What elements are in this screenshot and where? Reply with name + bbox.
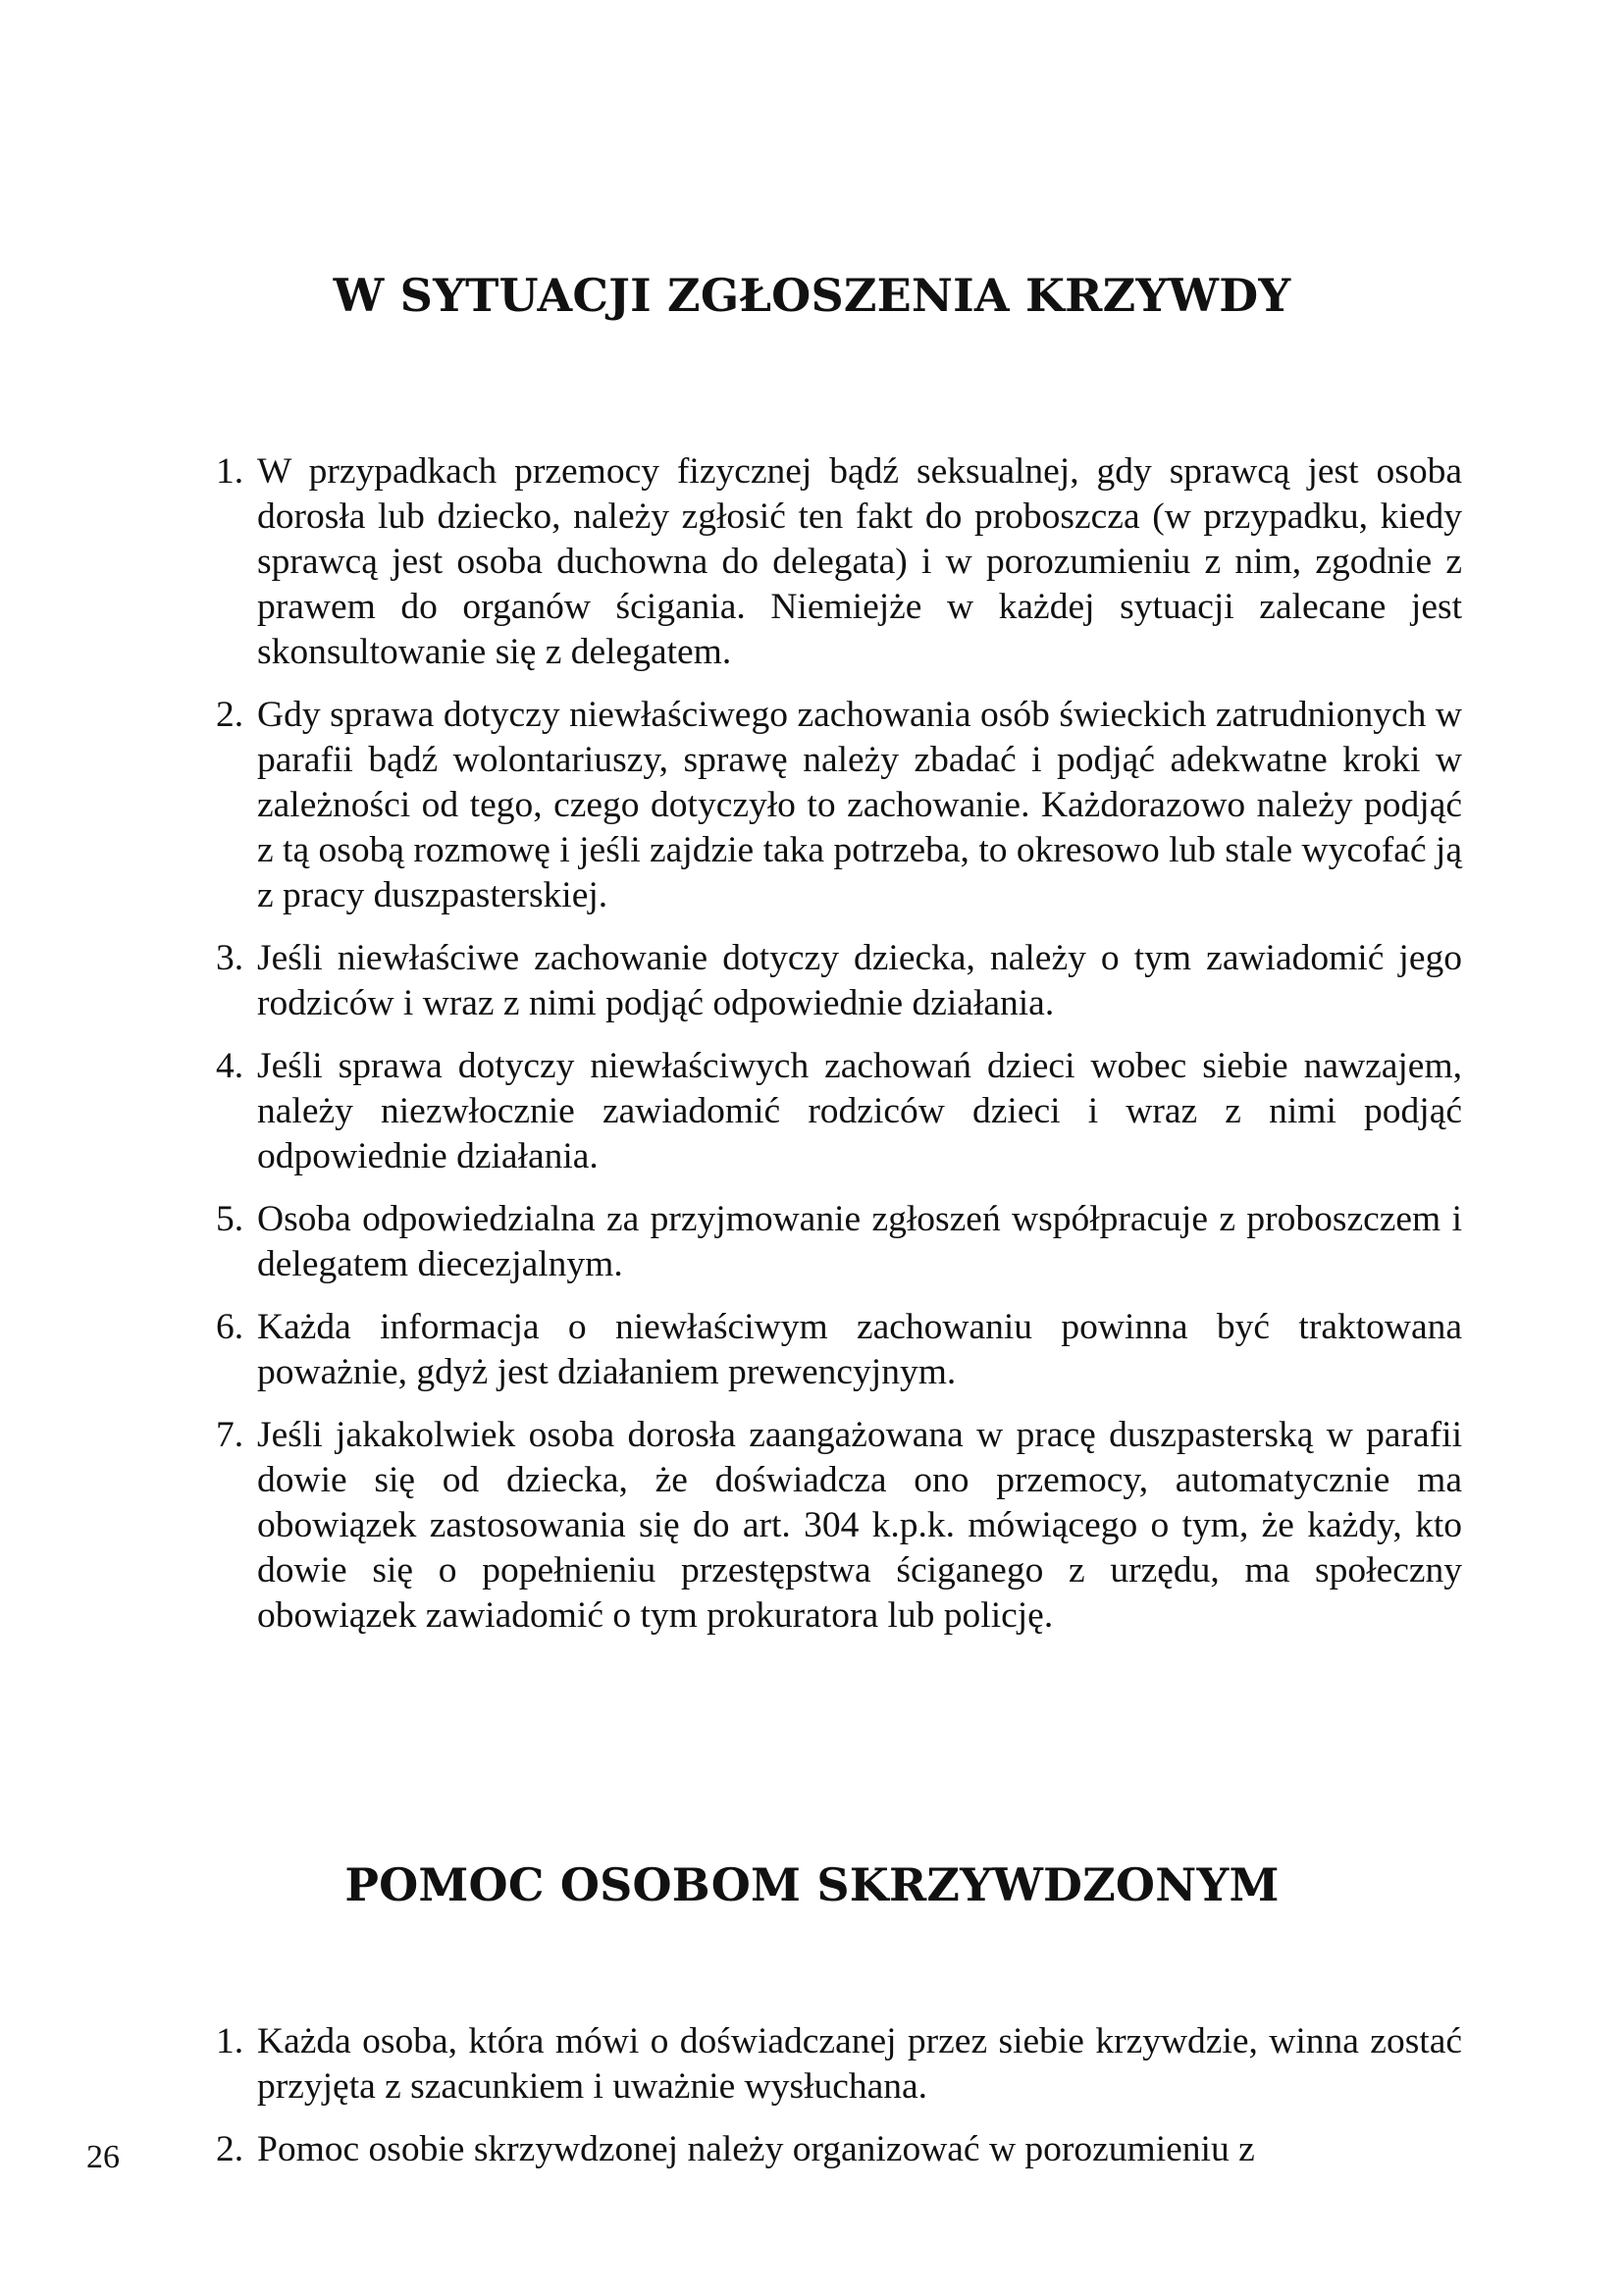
- list-item: [216, 2127, 1462, 2172]
- item-text: W przypadkach przemocy fizycznej bądź seksualnej, gdy sprawcą jest osoba dorosła lub dziecko, należy zgłosić ten fakt do proboszcza (w przypadku, kiedy sprawcą jest osoba duchowna do delegata) i w porozumieniu z nim, zgodnie z prawem do organów ścigania. Niemiejże w każdej sytuacji zalecane jest skonsultowanie się z delegatem.: [257, 451, 1462, 672]
- list-item: [216, 693, 1462, 918]
- item-text: Jeśli jakakolwiek osoba dorosła zaangażowana w pracę duszpasterską w parafii dowie się od dziecka, że doświadcza ono przemocy, automatycznie ma obowiązek zastosowania się do art. 304 k.p.k. mówiącego o tym, że każdy, kto dowie się o popełnieniu przestępstwa ściganego z urzędu, ma społeczny obowiązek zawiadomić o tym prokuratora lub policję.: [257, 1415, 1462, 1636]
- reporting-procedure-list: [216, 449, 1462, 1656]
- item-text: Jeśli niewłaściwe zachowanie dotyczy dziecka, należy o tym zawiadomić jego rodziców i wraz z nimi podjąć odpowiednie działania.: [257, 938, 1462, 1023]
- item-number: 1.: [216, 451, 244, 492]
- item-number: 6.: [216, 1307, 244, 1347]
- list-item: [216, 1413, 1462, 1639]
- list-item: [216, 936, 1462, 1026]
- item-number: 3.: [216, 938, 244, 978]
- page-number: 26: [86, 2139, 120, 2175]
- item-text: Każda osoba, która mówi o doświadczanej przez siebie krzywdzie, winna zostać przyjęta z szacunkiem i uważnie wysłuchana.: [257, 2021, 1462, 2107]
- victim-support-list: [216, 2019, 1462, 2190]
- section-heading-victim-support: POMOC OSOBOM SKRZYWDZONYM: [344, 1858, 1280, 1911]
- item-text: Każda informacja o niewłaściwym zachowaniu powinna być traktowana poważnie, gdyż jest działaniem prewencyjnym.: [257, 1307, 1462, 1392]
- item-number: 2.: [216, 695, 244, 735]
- item-number: 7.: [216, 1415, 244, 1455]
- section-heading-reporting: W SYTUACJI ZGŁOSZENIA KRZYWDY: [333, 269, 1291, 322]
- item-number: 4.: [216, 1046, 244, 1086]
- item-number: 2.: [216, 2129, 244, 2169]
- item-text: Gdy sprawa dotyczy niewłaściwego zachowania osób świeckich zatrudnionych w parafii bądź wolontariuszy, sprawę należy zbadać i podjąć adekwatne kroki w zależności od tego, czego dotyczyło to zachowanie. Każdorazowo należy podjąć z tą osobą rozmowę i jeśli zajdzie taka potrzeba, to okresowo lub stale wycofać ją z pracy duszpasterskiej.: [257, 695, 1462, 915]
- list-item: [216, 2019, 1462, 2110]
- item-text: Pomoc osobie skrzywdzonej należy organizować w porozumieniu z: [257, 2129, 1255, 2169]
- list-item: [216, 1197, 1462, 1287]
- item-text: Jeśli sprawa dotyczy niewłaściwych zachowań dzieci wobec siebie nawzajem, należy niezwłocznie zawiadomić rodziców dzieci i wraz z nimi podjąć odpowiednie działania.: [257, 1046, 1462, 1176]
- list-item: [216, 449, 1462, 675]
- item-text: Osoba odpowiedzialna za przyjmowanie zgłoszeń współpracuje z proboszczem i delegatem diecezjalnym.: [257, 1199, 1462, 1284]
- list-item: [216, 1044, 1462, 1179]
- item-number: 5.: [216, 1199, 244, 1239]
- item-number: 1.: [216, 2021, 244, 2061]
- list-item: [216, 1305, 1462, 1395]
